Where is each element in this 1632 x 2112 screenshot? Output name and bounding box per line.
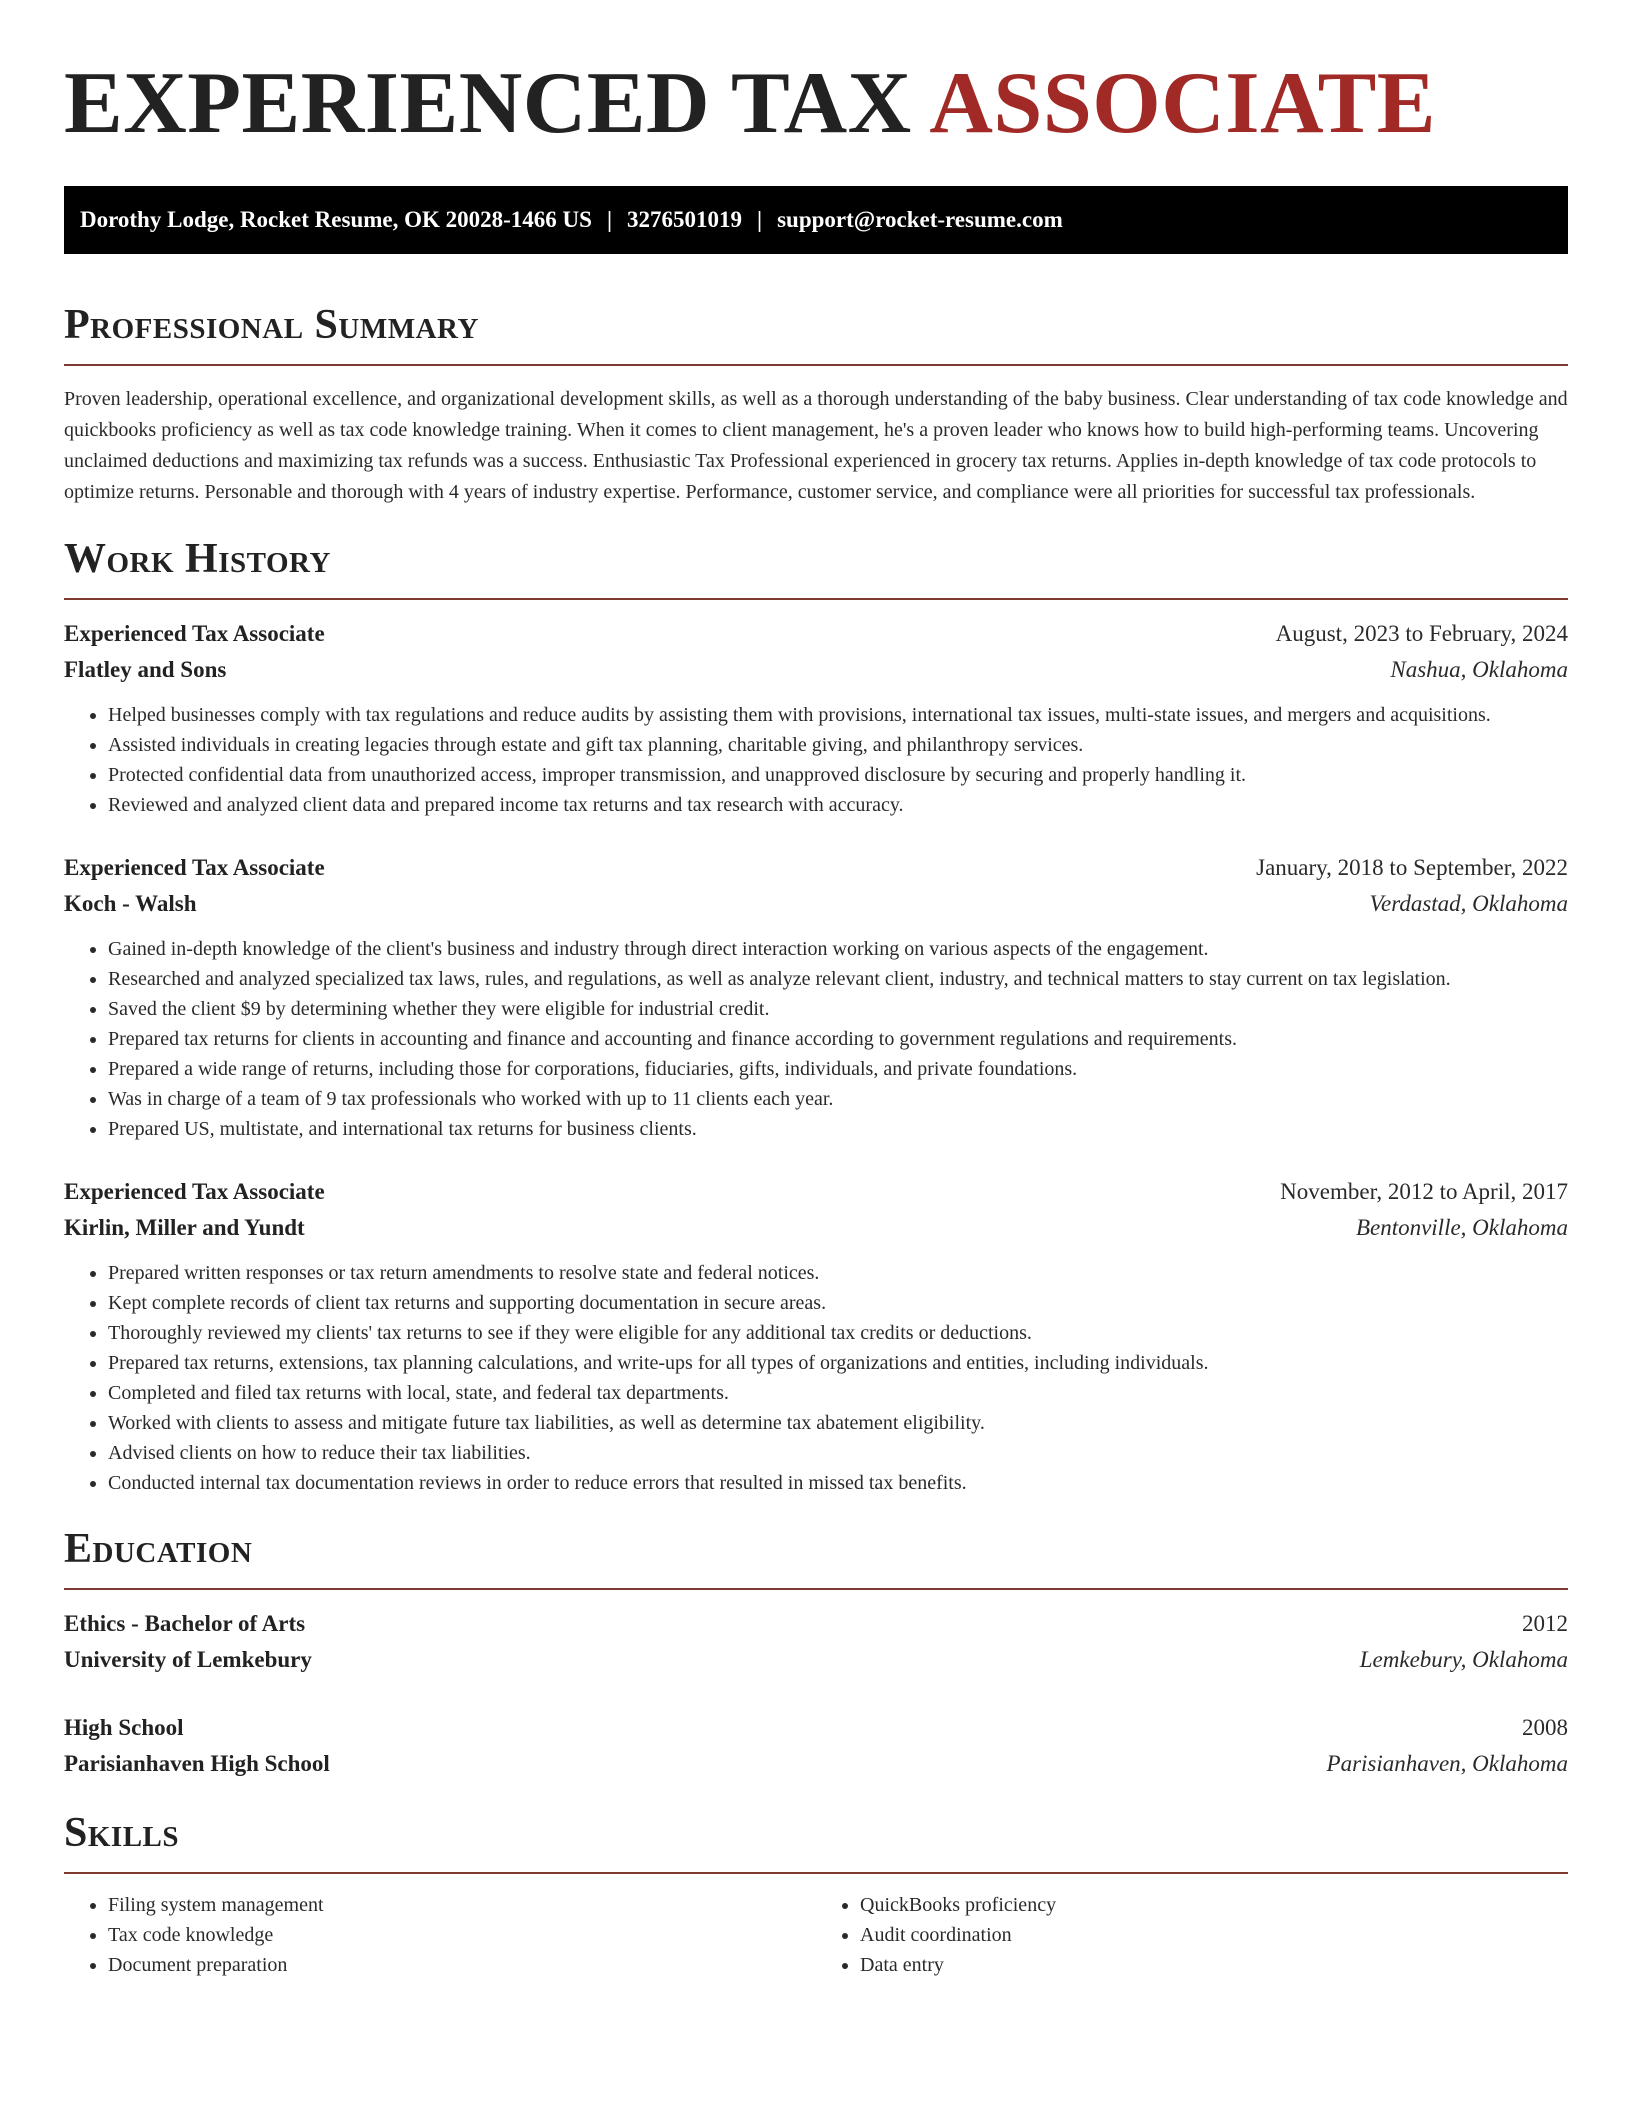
education-header — [64, 1710, 1568, 1746]
education-location: Lemkebury, Oklahoma — [1359, 1647, 1568, 1672]
job-duty: • Completed and filed tax returns with local, state, and federal tax departments. — [108, 1378, 1568, 1408]
job-dates: November, 2012 to April, 2017 — [1280, 1179, 1568, 1204]
job-entry — [64, 850, 1568, 1144]
job-header — [64, 616, 1568, 652]
job-header — [64, 1174, 1568, 1210]
skills-grid — [64, 1890, 1568, 1980]
section-title-work: Work History — [64, 536, 331, 582]
job-role: Experienced Tax Associate — [64, 621, 325, 646]
skills-column-left — [64, 1890, 816, 1980]
title-main: EXPERIENCED TAX — [64, 55, 912, 152]
job-duty: • Thoroughly reviewed my clients' tax returns to see if they were eligible for any additional tax credits or deductions. — [108, 1318, 1568, 1348]
job-duty: • Prepared tax returns, extensions, tax planning calculations, and write-ups for all types of organizations and entities, including individuals. — [108, 1348, 1568, 1378]
job-duty: • Helped businesses comply with tax regulations and reduce audits by assisting them with provisions, international tax issues, multi-state issues, and mergers and acquisitions. — [108, 700, 1568, 730]
job-duty: • Prepared US, multistate, and international tax returns for business clients. — [108, 1114, 1568, 1144]
job-duty: • Reviewed and analyzed client data and prepared income tax returns and tax research with accuracy. — [108, 790, 1568, 820]
job-subheader — [64, 1210, 1568, 1246]
education-section — [64, 1524, 1568, 1782]
education-year: 2012 — [1522, 1611, 1568, 1636]
job-duty: • Conducted internal tax documentation reviews in order to reduce errors that resulted in missed tax benefits. — [108, 1468, 1568, 1498]
section-title-skills: Skills — [64, 1810, 180, 1856]
job-duty: • Kept complete records of client tax returns and supporting documentation in secure areas. — [108, 1288, 1568, 1318]
job-role: Experienced Tax Associate — [64, 855, 325, 880]
work-history-section — [64, 534, 1568, 1498]
section-title-education: Education — [64, 1526, 253, 1572]
job-duty: • Advised clients on how to reduce their tax liabilities. — [108, 1438, 1568, 1468]
education-subheader — [64, 1746, 1568, 1782]
contact-separator: | — [606, 207, 613, 232]
skill-item: • Document preparation — [108, 1950, 816, 1980]
job-location: Bentonville, Oklahoma — [1355, 1215, 1568, 1240]
education-location: Parisianhaven, Oklahoma — [1326, 1751, 1568, 1776]
job-company: Kirlin, Miller and Yundt — [64, 1215, 305, 1240]
education-subheader — [64, 1642, 1568, 1678]
skills-column-right — [816, 1890, 1568, 1980]
education-year: 2008 — [1522, 1715, 1568, 1740]
job-location: Nashua, Oklahoma — [1390, 657, 1568, 682]
job-duties — [64, 1258, 1568, 1498]
job-duties — [64, 934, 1568, 1144]
job-duty: • Saved the client $9 by determining whether they were eligible for industrial credit. — [108, 994, 1568, 1024]
skills-section — [64, 1808, 1568, 1980]
job-duty: • Researched and analyzed specialized tax laws, rules, and regulations, as well as analyze relevant client, industry, and technical matters to stay current on tax legislation. — [108, 964, 1568, 994]
summary-section — [64, 300, 1568, 508]
job-duty: • Gained in-depth knowledge of the client's business and industry through direct interaction working on various aspects of the engagement. — [108, 934, 1568, 964]
contact-bar — [64, 186, 1568, 254]
job-duty: • Was in charge of a team of 9 tax professionals who worked with up to 11 clients each year. — [108, 1084, 1568, 1114]
job-entry — [64, 1174, 1568, 1498]
education-school: Parisianhaven High School — [64, 1751, 330, 1776]
job-dates: August, 2023 to February, 2024 — [1275, 621, 1568, 646]
job-role: Experienced Tax Associate — [64, 1179, 325, 1204]
education-entry — [64, 1606, 1568, 1678]
contact-separator: | — [757, 207, 763, 232]
job-duty: • Worked with clients to assess and mitigate future tax liabilities, as well as determine tax abatement eligibility. — [108, 1408, 1568, 1438]
skill-item: • Filing system management — [108, 1890, 816, 1920]
job-dates: January, 2018 to September, 2022 — [1256, 855, 1568, 880]
skill-item: • QuickBooks proficiency — [860, 1890, 1568, 1920]
job-duty: • Prepared a wide range of returns, including those for corporations, fiduciaries, gifts, individuals, and private foundations. — [108, 1054, 1568, 1084]
contact-email: support@rocket-resume.com — [777, 207, 1063, 232]
resume-title — [64, 56, 1568, 152]
contact-phone: 3276501019 — [627, 207, 743, 232]
job-header — [64, 850, 1568, 886]
job-duty: • Prepared written responses or tax return amendments to resolve state and federal notices. — [108, 1258, 1568, 1288]
job-duties — [64, 700, 1568, 820]
education-school: University of Lemkebury — [64, 1647, 312, 1672]
section-divider — [64, 1872, 1568, 1874]
skill-item: • Data entry — [860, 1950, 1568, 1980]
job-company: Koch - Walsh — [64, 891, 197, 916]
education-entry — [64, 1710, 1568, 1782]
summary-text: Proven leadership, operational excellence, and organizational development skills, as well as a thorough understanding of the baby business. Clear understanding of tax code knowledge and quickbooks proficiency as well as tax code knowledge training. When it comes to client management, he's a proven leader who knows how to build high-performing teams. Uncovering unclaimed deductions and maximizing tax refunds was a success. Enthusiastic Tax Professional experienced in grocery tax returns. Applies in-depth knowledge of tax code protocols to optimize returns. Personable and thorough with 4 years of industry expertise. Performance, customer service, and compliance were all priorities for successful tax professionals. — [64, 388, 1568, 503]
section-divider — [64, 1588, 1568, 1590]
education-degree: Ethics - Bachelor of Arts — [64, 1611, 306, 1636]
job-duty: • Prepared tax returns for clients in accounting and finance and accounting and finance according to government regulations and requirements. — [108, 1024, 1568, 1054]
education-degree: High School — [64, 1715, 184, 1740]
job-company: Flatley and Sons — [64, 657, 227, 682]
job-duty: • Assisted individuals in creating legacies through estate and gift tax planning, charitable giving, and philanthropy services. — [108, 730, 1568, 760]
contact-address: Dorothy Lodge, Rocket Resume, OK 20028-1466 US — [80, 207, 592, 232]
job-duty: • Protected confidential data from unauthorized access, improper transmission, and unapproved disclosure by securing and properly handling it. — [108, 760, 1568, 790]
job-subheader — [64, 652, 1568, 688]
section-divider — [64, 364, 1568, 366]
skill-item: • Audit coordination — [860, 1920, 1568, 1950]
title-accent: ASSOCIATE — [929, 55, 1436, 152]
section-divider — [64, 598, 1568, 600]
skill-item: • Tax code knowledge — [108, 1920, 816, 1950]
job-entry — [64, 616, 1568, 820]
job-location: Verdastad, Oklahoma — [1369, 891, 1568, 916]
job-subheader — [64, 886, 1568, 922]
section-title-summary: Professional Summary — [64, 302, 479, 348]
education-header — [64, 1606, 1568, 1642]
